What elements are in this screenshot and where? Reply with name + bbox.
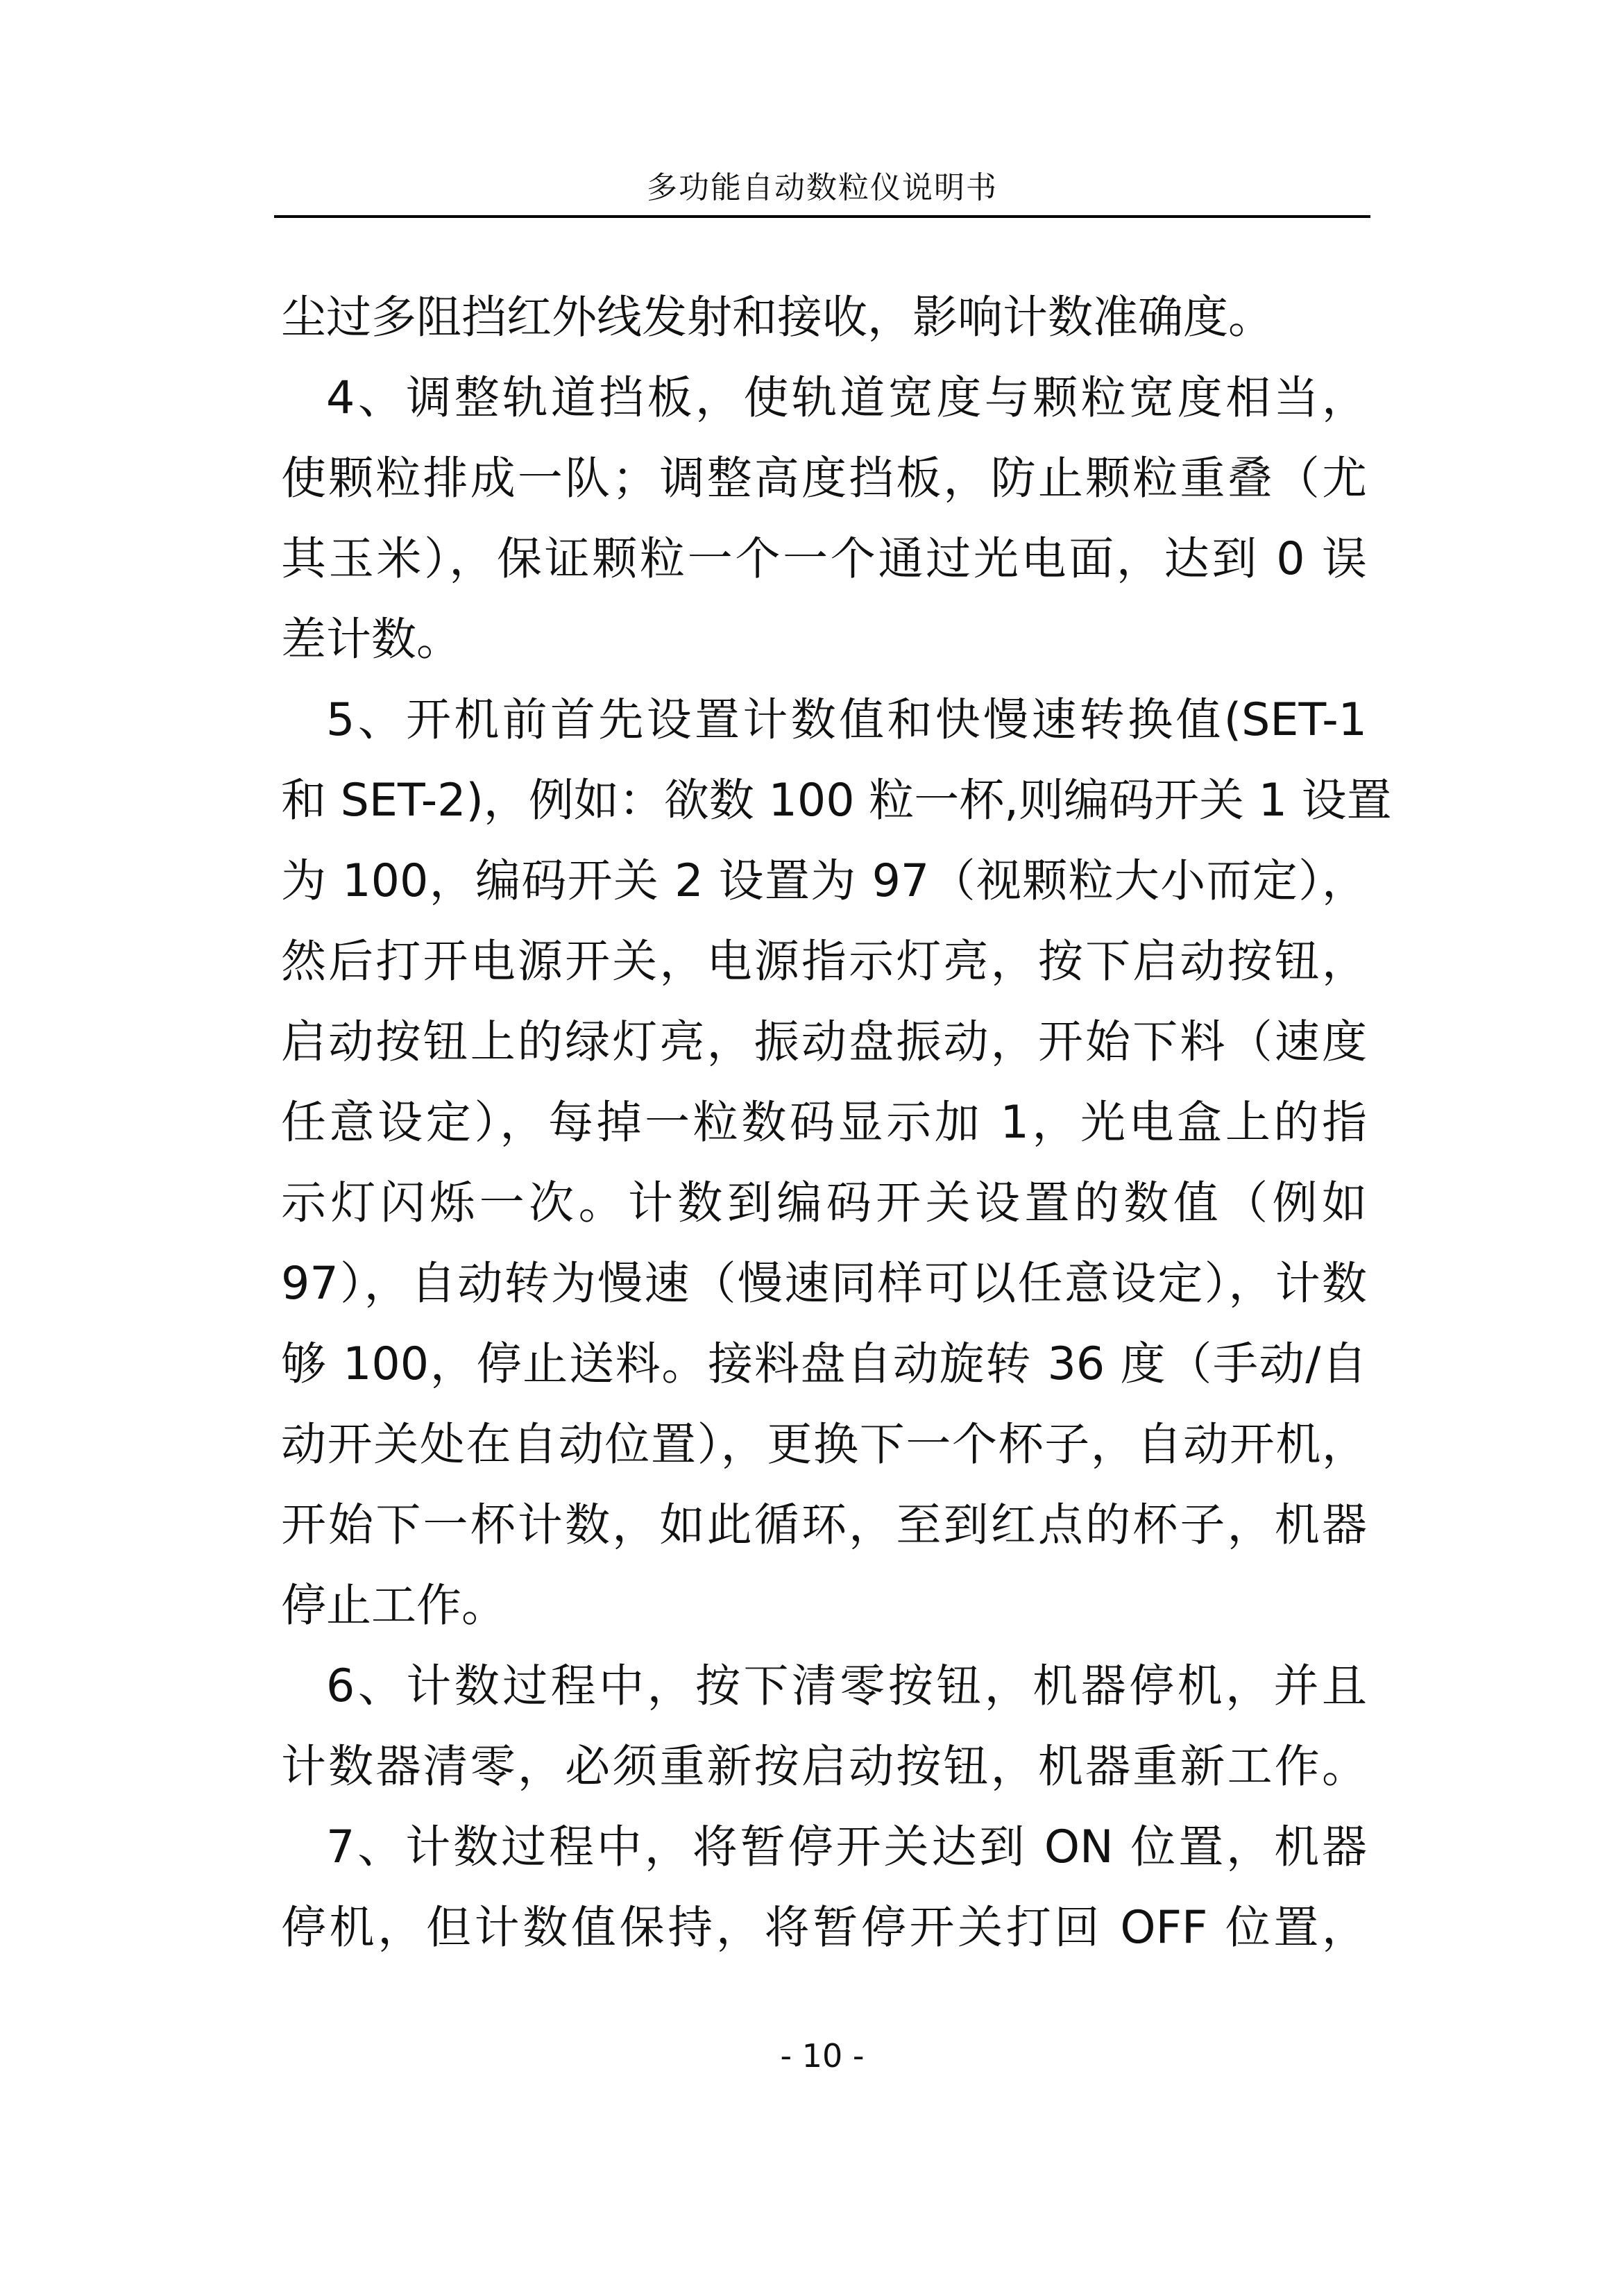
paragraph-line: 其玉米），保证颗粒一个一个通过光电面，达到 0 误 — [281, 533, 1367, 585]
paragraph-line: 示灯闪烁一次。计数到编码开关设置的数值（例如 — [281, 1177, 1367, 1229]
paragraph-line: 7、计数过程中，将暂停开关达到 ON 位置，机器 — [326, 1821, 1367, 1873]
paragraph-line: 开始下一杯计数，如此循环，至到红点的杯子，机器 — [281, 1499, 1367, 1551]
paragraph-line: 6、计数过程中，按下清零按钮，机器停机，并且 — [326, 1660, 1367, 1712]
paragraph-line: 为 100，编码开关 2 设置为 97（视颗粒大小而定）， — [281, 855, 1367, 907]
paragraph-line: 然后打开电源开关，电源指示灯亮，按下启动按钮， — [281, 936, 1367, 988]
paragraph-line: 和 SET-2)，例如：欲数 100 粒一杯,则编码开关 1 设置 — [281, 775, 1392, 827]
paragraph-line: 使颗粒排成一队；调整高度挡板，防止颗粒重叠（尤 — [281, 453, 1367, 505]
paragraph-line: 启动按钮上的绿灯亮，振动盘振动，开始下料（速度 — [281, 1016, 1367, 1068]
page-header-title: 多功能自动数粒仪说明书 — [647, 170, 998, 205]
paragraph-line: 97），自动转为慢速（慢速同样可以任意设定），计数 — [281, 1258, 1367, 1310]
paragraph-line: 计数器清零，必须重新按启动按钮，机器重新工作。 — [281, 1741, 1367, 1793]
paragraph-line: 任意设定），每掉一粒数码显示加 1，光电盒上的指 — [281, 1097, 1367, 1149]
paragraph-line: 差计数。 — [281, 614, 462, 666]
paragraph-line: 停止工作。 — [281, 1580, 507, 1632]
paragraph-line: 够 100，停止送料。接料盘自动旋转 36 度（手动/自 — [281, 1338, 1367, 1390]
paragraph-line: 5、开机前首先设置计数值和快慢速转换值(SET-1 — [326, 694, 1367, 746]
paragraph-line: 4、调整轨道挡板，使轨道宽度与颗粒宽度相当， — [326, 372, 1367, 424]
header-divider — [274, 215, 1370, 218]
paragraph-line: 停机，但计数值保持，将暂停开关打回 OFF 位置， — [281, 1902, 1367, 1954]
page-number: - 10 - — [780, 2037, 865, 2075]
paragraph-line: 动开关处在自动位置），更换下一个杯子，自动开机， — [281, 1419, 1367, 1471]
paragraph-line: 尘过多阻挡红外线发射和接收，影响计数准确度。 — [281, 292, 1274, 344]
body-text — [281, 278, 1392, 1968]
